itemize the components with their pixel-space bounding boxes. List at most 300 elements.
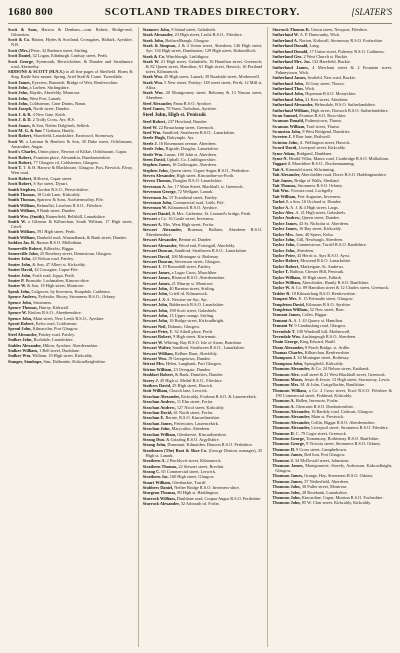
directory-entry — [143, 141, 263, 146]
directory-entry — [272, 409, 392, 414]
entry-name: Sutherland William, — [272, 107, 310, 113]
entry-address: S Ayr street, Dysart. — [33, 181, 68, 187]
entry-address: 65 Commercial street, Lerwick. — [161, 468, 216, 474]
entry-address: Paisley road, Paisley. — [38, 331, 76, 337]
entry-address: Eyemouth, Berwickshire; & Dundee and Strathmore road, Abernethy. — [11, 58, 133, 69]
entry-name: Stuart William, — [142, 479, 172, 485]
entry-address: 2 & 4 Union street, Aberdeen; 146 High street, Ayr; 134 High street, Dumbarton; 129 High street, Kirkintilloch. — [145, 43, 263, 54]
directory-entry — [272, 355, 392, 360]
directory-entry — [272, 43, 392, 48]
directory-entry — [143, 334, 263, 339]
entry-address: A. Wellington street, Hawick. — [299, 139, 351, 145]
entry-address: Eyeview, Burnside, Bridge of Weir, Renfrewshire. — [32, 79, 119, 85]
entry-name: Stark John, — [142, 37, 165, 43]
entry-name: Sturgeon Thomas, — [142, 490, 177, 496]
entry-name: Sturrock William, — [142, 495, 176, 501]
entry-name: Stark Alexander, — [142, 32, 174, 38]
entry-name: Scott W. — [8, 138, 25, 144]
entry-address: Harrow & Denham—cont. Robert, Bridge-end, Gilmerton. — [11, 27, 133, 38]
entry-name: Sutherland A. — [272, 37, 298, 43]
entry-address: Wood end, Fortingall, Aberfeldy. — [178, 242, 236, 248]
entry-name: Thompson J. — [272, 355, 297, 361]
entry-address: & Co. 24 Nelson street, Eastbank. — [311, 366, 370, 372]
directory-entry — [272, 65, 392, 75]
entry-address: 127 Nicol street, Kirkcaldy. — [176, 404, 225, 410]
entry-name: Tait James, — [272, 177, 294, 183]
directory-entry — [272, 145, 392, 150]
directory-entry — [143, 405, 263, 410]
entry-name: Thomson J. — [272, 457, 294, 463]
entry-address: Burnside, Lochmaben, Kinross-shire. — [25, 277, 90, 283]
entry-name: Scott John, — [8, 90, 29, 96]
entry-name: Sword David, — [272, 145, 298, 151]
directory-entry — [272, 134, 392, 139]
entry-address: 52 New street, Rear. — [309, 306, 345, 312]
directory-entry — [143, 184, 263, 189]
entry-name: Steel James, — [142, 106, 166, 112]
entry-address: North street, Dundee. — [33, 106, 71, 112]
entry-address: Patna R.S.O. Ayrshire. — [173, 100, 212, 106]
directory-entry — [143, 264, 263, 269]
entry-address: 15 Townhead street, Paisley. — [168, 194, 218, 200]
directory-entry — [272, 420, 392, 425]
directory-entry — [143, 458, 263, 463]
entry-name: Steel Wm. — [142, 129, 162, 135]
directory-entry — [272, 194, 392, 199]
entry-name: Strang Dun. — [142, 436, 166, 442]
entry-address: M. & John, Craigellachie, Banffshire. — [300, 382, 366, 388]
entry-name: Stewart Robert, — [142, 334, 173, 340]
directory-entry — [143, 54, 263, 59]
directory-entry — [272, 27, 392, 32]
directory-entry — [272, 280, 392, 285]
entry-name: Scott Joseph, — [8, 106, 33, 112]
entry-name: Thomson James, — [272, 478, 304, 484]
entry-name: Sweeten J. — [272, 134, 292, 140]
entry-name: Thomson A. — [272, 398, 295, 404]
entry-name: Steel Alexander, — [8, 331, 38, 337]
entry-address: Fettercairn, Laurencekirk. — [174, 420, 219, 426]
column-right — [267, 27, 392, 647]
entry-name: Sturrock Thomas K. — [272, 27, 311, 32]
entry-name: Taylor James, — [272, 226, 298, 232]
entry-name: Stewart — [142, 216, 157, 222]
directory-entry — [143, 254, 263, 259]
directory-entry — [272, 264, 392, 269]
entry-address: wall street & 21 West Blackhall street, Greenock. — [300, 371, 386, 377]
entry-name: Thomson William, — [272, 387, 307, 393]
directory-entry — [143, 275, 263, 280]
entry-name: Tennant James, — [272, 312, 302, 318]
entry-address: 18 Crab Lane, Kirkcaldy. — [36, 192, 81, 198]
entry-name: Strachan John, — [142, 426, 171, 432]
entry-address: 21 High street, Galashiels; 16 Hamilton street, Greenock; & 82 Queen street, Hamilton; 61 High street, Hawick; 16 Portland street, Kilmarnock. — [145, 59, 263, 75]
entry-address: Blairton R.S.O. Aberdeenshire. — [171, 275, 226, 281]
entry-name: Stewart Walter, — [142, 345, 172, 351]
entry-name: Thomson Mrs. — [272, 382, 300, 388]
directory-entry — [8, 240, 133, 245]
entry-name: Tait Thomas, — [272, 182, 297, 188]
entry-name: Sutherland James, — [272, 64, 309, 70]
entry-name: Smith Stephen, — [8, 186, 36, 192]
entry-address: a Son, 16 Orchard st. Dundee. — [289, 199, 342, 205]
directory-entry — [143, 308, 263, 313]
directory-entry — [8, 273, 133, 278]
entry-name: Tarbet J. — [272, 199, 289, 205]
directory-entry — [272, 323, 392, 328]
directory-entry — [8, 316, 133, 321]
entry-name: Spence John, — [8, 315, 33, 321]
directory-entry — [8, 343, 133, 348]
directory-entry — [143, 372, 263, 377]
directory-entry — [8, 106, 133, 111]
entry-name: Thomson George, — [272, 436, 306, 441]
entry-address: Culgower, by Inverness, Knapdale, Caithness. — [31, 288, 111, 294]
directory-entry — [143, 388, 263, 393]
entry-name: Swanston John, — [272, 129, 302, 135]
entry-name: Thomson D. — [272, 430, 295, 436]
directory-entry — [272, 38, 392, 43]
directory-entry — [272, 113, 392, 118]
entry-name: Steele John, — [142, 146, 165, 152]
entry-address: Glenbuckie, Turriff. — [172, 479, 207, 485]
entry-name: Stott William, — [142, 388, 169, 394]
entry-address: 20 Montgomery street, Beltonny & 13 Nassau street, Aberdeen. — [145, 90, 263, 101]
entry-address: Coldstream, Cane Drains, Bonar. — [29, 101, 87, 107]
directory-entry — [143, 216, 263, 221]
entry-name: Scott & Sons, — [8, 27, 38, 32]
entry-name: Scott Robert, — [8, 154, 33, 160]
entry-name: Stalker William, — [8, 348, 39, 354]
entry-address: 25 High street, Hawick. — [172, 382, 214, 388]
entry-name: Stephen James, — [142, 162, 172, 168]
entry-name: Stanger, Stanhope, — [8, 358, 43, 364]
directory-entry — [8, 229, 133, 234]
entry-address: 45 High st. Methil R.S.O., Fifeshire. — [159, 377, 223, 383]
entry-address: Collin, Biggar R.S.O. Aberdeenshire. — [311, 419, 376, 425]
entry-name: Thomson John, — [272, 489, 301, 495]
directory-entry — [272, 312, 392, 317]
entry-address: a Larbert, Stirlingshire. — [29, 84, 70, 90]
directory-entry — [272, 59, 392, 64]
entry-name: Steele Hugh, — [142, 135, 166, 141]
entry-address: Stromness R.S.O. Orkney. — [297, 182, 343, 188]
directory-entry — [272, 242, 392, 247]
directory-entry — [143, 318, 263, 323]
entry-address: Kilmaurs R.S.O. Ayrshire. — [305, 301, 352, 307]
entry-address: 4 Merchant street & 2 Fountain street, Pultneytown, Wick. — [275, 64, 392, 75]
entry-name: Stewart Daniel, — [142, 210, 172, 216]
section-reference: [SLATER'S — [351, 7, 392, 17]
entry-name: Scott J. & R. — [8, 111, 32, 117]
directory-entry — [8, 48, 133, 53]
directory-entry — [143, 302, 263, 307]
entry-address: 43 St. Nicholas st. Aberdeen. — [298, 220, 349, 226]
entry-address: Balfour, Chester Hill, Penicuik. — [289, 269, 345, 275]
entry-name: Taylor John, — [272, 247, 296, 253]
entry-address: A. J. 43 Quarry st. Hamilton. — [293, 317, 344, 323]
entry-name: Steele Wm. — [142, 151, 164, 157]
directory-columns — [8, 27, 392, 647]
entry-address: 16 Bardsly road, Cathcart, Glasgow. — [311, 409, 374, 415]
directory-entry — [272, 339, 392, 344]
entry-address: 108 Windmill hill, Motherwell. — [296, 328, 351, 334]
entry-name: Scott J. & D. — [8, 117, 32, 123]
directory-entry — [272, 156, 392, 161]
directory-entry — [272, 458, 392, 463]
entry-name: Somerville Robert, — [8, 245, 43, 251]
entry-name: Stewart James, — [142, 280, 171, 286]
directory-entry — [143, 211, 263, 216]
directory-entry — [272, 129, 392, 134]
column-left — [8, 27, 133, 647]
directory-entry — [8, 112, 133, 117]
entry-address: & Bank, Dumfries, Dundee. — [175, 372, 224, 378]
entry-address: Harray, Kirkwall. — [38, 304, 69, 310]
directory-entry — [272, 75, 392, 80]
directory-entry — [272, 473, 392, 478]
column-middle — [138, 27, 263, 647]
entry-address: Stromness. — [33, 299, 53, 305]
entry-address: Wick. — [305, 85, 316, 91]
directory-entry — [272, 81, 392, 86]
directory-entry — [8, 155, 133, 160]
entry-address: Sim, Dalbeattie, Kirkcudbrightshire. — [43, 358, 107, 364]
directory-entry — [143, 59, 263, 74]
entry-address: 198 Scott street, Galashiels. — [169, 307, 218, 313]
directory-entry — [272, 210, 392, 215]
entry-address: 11 Elm street, Forfar. — [176, 399, 214, 405]
entry-address: Queen street, Dundee. — [301, 215, 340, 221]
entry-address: Helmsdale, R.S.O. Sutherlandshire. — [314, 102, 376, 108]
entry-address: Dunkeld road, Almondbank, & Bank street, Dundee. — [36, 234, 128, 240]
entry-address: Evanton R.S.O. Ross-shire. — [299, 112, 347, 118]
directory-entry — [8, 133, 133, 138]
entry-name: Thomson A. — [272, 403, 295, 409]
entry-address: Stevenson street, Glasgow. — [174, 259, 221, 264]
entry-address: Aberchirder, Huntly R.S.O. Banffshire. — [301, 280, 370, 286]
entry-name: Souter David, — [8, 267, 34, 273]
entry-address: Mauchline R.S.O., Duckenmanning. — [292, 161, 355, 167]
directory-entry — [272, 253, 392, 258]
entry-name: Scott Robert, — [8, 160, 33, 166]
entry-name: Scott John, — [8, 101, 29, 107]
entry-name: Stephen John, — [142, 167, 169, 173]
entry-address: 32 Arbroath rd. Forfar. — [180, 501, 220, 507]
directory-entry — [143, 286, 263, 291]
directory-entry — [8, 101, 133, 106]
directory-entry — [143, 168, 263, 173]
directory-entry — [8, 176, 133, 181]
entry-name: Spence Thomas, — [8, 304, 38, 310]
directory-entry — [8, 80, 133, 85]
entry-name: Tevendale T. — [272, 328, 296, 334]
entry-address: Kelso road, Coldstream. — [35, 321, 78, 327]
entry-address: Haydis, Aberfeldy, Montrose. — [29, 90, 81, 96]
entry-name: Stewart Alexander, — [142, 237, 178, 243]
entry-address: Braemar, Ballater, Aberdeen R.S.O. Aberdeenshire. — [145, 227, 263, 238]
entry-address: 72 Wellgate, Lanark. — [177, 189, 214, 195]
entry-name: Syme N. — [272, 156, 288, 162]
directory-entry — [143, 112, 263, 118]
directory-entry — [8, 214, 133, 219]
directory-entry — [8, 59, 133, 69]
entry-address: 9 Victoria street, Stromness R.S.O. Orkney. — [306, 441, 381, 447]
entry-name: Steen David, — [142, 156, 166, 162]
directory-entry — [143, 74, 263, 79]
entry-name: Stewart John, — [142, 285, 169, 291]
directory-entry — [272, 97, 392, 102]
directory-entry — [272, 302, 392, 307]
entry-address: 16 Bridge street, Kirkcudbright. — [169, 318, 225, 324]
entry-name: Stalker John, — [8, 337, 33, 343]
entry-address: Fountain place, Alexandria, Dumbartonshire. — [33, 154, 111, 160]
entry-name: Stirton William, — [142, 366, 173, 372]
entry-address: Auchingeugh R.S.O. Aberdeen. — [301, 333, 357, 339]
entry-address: 16 Gallowgate, Aberdeen. — [172, 162, 218, 168]
directory-entry — [143, 324, 263, 329]
entry-address: Main street, New Leeds R.S.O., Ayrshire. — [33, 315, 105, 321]
entry-address: Hallen, Inverurie, Forfar. — [295, 398, 339, 404]
entry-address: Hopeman R.S.O. Morayshire. — [305, 91, 357, 97]
directory-entry — [272, 178, 392, 183]
entry-name: Souter John, — [8, 272, 32, 278]
entry-name: Taylor Andrew, — [272, 215, 301, 221]
entry-name: Smith W. — [8, 219, 26, 224]
entry-name: Steele J. — [142, 140, 158, 146]
entry-address: Glencairn R.S.O. Dunbartonshire. — [295, 403, 355, 409]
entry-name: Stewart W. — [142, 339, 163, 345]
entry-address: Aberdeen. — [296, 247, 315, 253]
entry-name: Steven Thomas, — [142, 178, 172, 184]
entry-name: Stark Wm. — [142, 74, 163, 80]
entry-name: Tait A. — [272, 166, 285, 172]
directory-entry — [272, 436, 392, 441]
entry-name: Swanson Donald, — [272, 118, 305, 124]
entry-address: 42 Crossgate, Cupar-Fife. — [34, 267, 79, 273]
entry-name: Sutherland John, — [272, 96, 305, 102]
directory-entry — [143, 383, 263, 388]
directory-entry — [8, 267, 133, 272]
entry-address: Norton, Kirkwall, Stornoway R.S.O. Forfarshire. — [298, 37, 384, 43]
directory-entry — [143, 130, 263, 135]
directory-entry — [143, 146, 263, 151]
entry-address: Hilton, Ayrshire, Aberdeenshire. — [42, 342, 99, 348]
entry-address: & Co. 89 Hamilton street & 12 Charles street, Greenock. — [291, 285, 390, 291]
entry-name: Thomson Alexander, — [272, 419, 311, 425]
entry-name: Stubbers Daniel, — [142, 485, 174, 491]
directory-entry — [143, 173, 263, 178]
entry-address: West Port, Lanark. — [29, 95, 62, 101]
entry-name: Swinton John, — [272, 139, 299, 145]
entry-address: Bernie, R.S.O. Kincardineshire. — [165, 415, 221, 421]
entry-address: 80 High st. Haddington. — [177, 490, 219, 496]
directory-entry — [143, 426, 263, 431]
entry-address: Rigside, Douglas, Lanarkshire. — [165, 146, 220, 152]
directory-entry — [272, 377, 392, 382]
directory-entry — [8, 149, 133, 154]
directory-entry — [143, 119, 263, 124]
directory-entry — [272, 372, 392, 377]
entry-address: a Co. 16 Castle street, Inverness. — [158, 216, 215, 222]
directory-entry — [143, 490, 263, 495]
entry-address: 18 Kilmaichaig R.S.O. Renfrewshire. — [291, 290, 357, 296]
entry-name: Stewart David, — [142, 253, 171, 259]
directory-entry — [143, 135, 263, 140]
entry-name: Thomas Charles, — [272, 350, 304, 356]
entry-address: Gill, Newburgh, Aberdeen. — [296, 236, 344, 242]
entry-name: Stewart J. — [142, 296, 162, 302]
entry-address: 21 Kerr street, Aberdeen. — [305, 96, 349, 102]
entry-address: Seafield, New road, Buckie. — [307, 75, 356, 81]
entry-address: & Son, 47 Albert st. Kirkcaldy. — [32, 261, 86, 267]
directory-entry — [8, 300, 133, 305]
entry-address: Kilbucho, Biggar. — [43, 245, 75, 251]
entry-address: Rochdale, Lanarkshire. — [33, 337, 74, 343]
entry-name: Scott Robert, — [8, 181, 33, 187]
entry-name: Sutherland Donald, — [272, 43, 309, 49]
entry-address: Hillcrest, Cupar street. — [33, 175, 73, 181]
entry-address: Kellner Burn, Aberfeldy. — [174, 350, 218, 356]
entry-name: Souter W. — [8, 283, 27, 289]
entry-name: Stewart Alexander, — [142, 227, 183, 232]
entry-name: Smith Thomas, — [8, 192, 36, 198]
directory-entry — [272, 414, 392, 419]
entry-name: Thom Alexander, — [272, 344, 304, 350]
entry-name: Sprott Robert, — [8, 321, 35, 327]
directory-entry — [143, 157, 263, 162]
directory-entry — [143, 329, 263, 334]
entry-address: 23 Nelson road, Paisley. — [32, 256, 75, 262]
entry-address: A. J. & 4 High street, Largs. — [290, 204, 339, 210]
entry-name: Spence Andrew, — [8, 294, 38, 300]
entry-name: Stewart John, — [142, 318, 169, 324]
entry-address: Buston R.S.O. Midlothian. — [36, 240, 83, 246]
directory-entry — [143, 469, 263, 474]
entry-address: (George Denton, manager), 35 High st. Lanark. — [145, 447, 263, 458]
entry-name: Stewart James, — [142, 269, 171, 275]
entry-address: Kilmarnock R.S.O. Ayrshire. — [168, 205, 218, 211]
entry-name: Scott M. G. & Son — [8, 128, 42, 134]
entry-address: to all fine pages of Sheffield. Horns & Stag, Rattle Saw mount. Spring, Ariel Staff & Crane. Tweeddale. — [11, 69, 133, 80]
entry-address: Maryculter, Aberdeen. — [171, 426, 211, 432]
entry-name: Stewart Duncan, — [142, 248, 174, 254]
entry-address: 2 Trolly Cross, Ayr, H.S. — [32, 117, 76, 123]
directory-entry — [143, 101, 263, 106]
entry-address: Red lion, Port Glasgow. — [304, 452, 346, 458]
directory-entry — [272, 205, 392, 210]
entry-name: Strathern Thomas, — [142, 463, 178, 469]
entry-name: Taylor William, — [272, 274, 302, 280]
entry-address: Belmullet, Leuchars R.S.O., Fifeshire. — [36, 202, 103, 208]
entry-address: Dunblane road, Coupar Angus R.S.O. Perthshire. — [176, 495, 262, 501]
entry-address: Springfield, Kirkcaldy. — [304, 360, 344, 366]
directory-entry — [143, 90, 263, 100]
directory-entry — [8, 310, 133, 315]
entry-address: Crieff rd. Kilmarnock. — [169, 291, 208, 297]
directory-entry — [143, 237, 263, 242]
entry-address: Glenbervie, Kincardineshire. — [177, 431, 228, 437]
entry-name: Tedder R. — [272, 290, 291, 296]
entry-name: Strachan David, — [142, 409, 173, 415]
directory-entry — [143, 378, 263, 383]
entry-name: Stevenson George, — [142, 189, 177, 195]
directory-entry — [143, 243, 263, 248]
entry-name: Sturrock Alexander, — [142, 501, 180, 507]
entry-name: Strachan Andrew, — [142, 399, 176, 405]
entry-name: Soddon Jas. R. — [8, 240, 36, 246]
entry-name: Sutherland John, — [272, 80, 305, 86]
